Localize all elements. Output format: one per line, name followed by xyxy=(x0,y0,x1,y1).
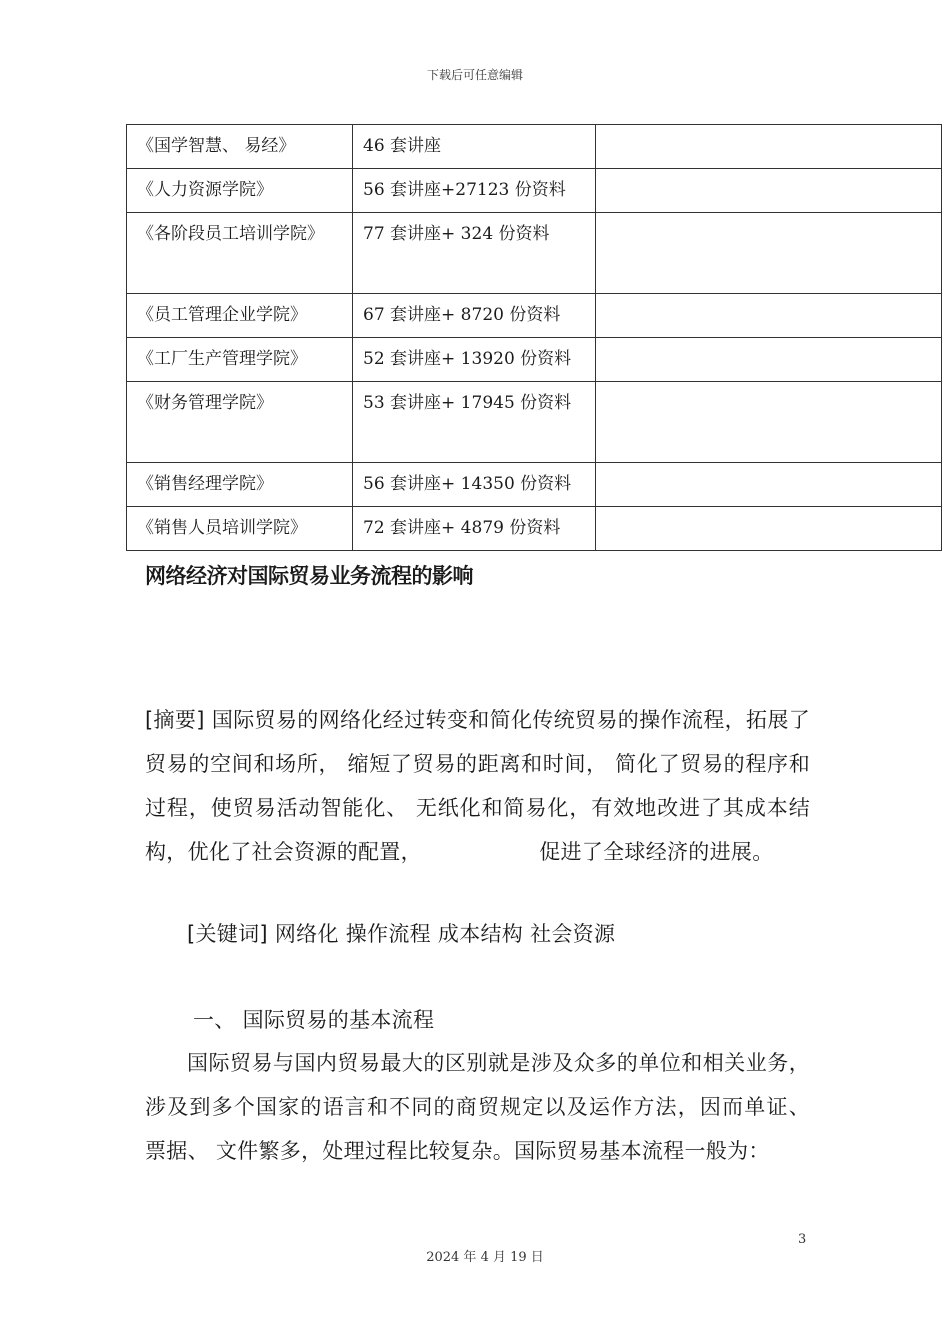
article-title: 网络经济对国际贸易业务流程的影响 xyxy=(145,564,473,588)
course-note xyxy=(596,125,942,169)
section-heading: 一、 国际贸易的基本流程 xyxy=(193,1008,435,1032)
course-name: 《财务管理学院》 xyxy=(127,382,353,463)
page-header: 下载后可任意编辑 xyxy=(426,68,523,82)
table-row xyxy=(127,294,942,338)
course-note xyxy=(596,463,942,507)
course-content: 52 套讲座+ 13920 份资料 xyxy=(353,338,596,382)
course-note xyxy=(596,338,942,382)
course-content: 53 套讲座+ 17945 份资料 xyxy=(353,382,596,463)
course-content: 46 套讲座 xyxy=(353,125,596,169)
table-row xyxy=(127,338,942,382)
course-table xyxy=(126,124,942,551)
course-name: 《销售人员培训学院》 xyxy=(127,507,353,551)
page-footer-date: 2024 年 4 月 19 日 xyxy=(426,1250,544,1265)
course-content: 56 套讲座+ 14350 份资料 xyxy=(353,463,596,507)
table-row xyxy=(127,213,942,294)
course-name: 《工厂生产管理学院》 xyxy=(127,338,353,382)
table-row xyxy=(127,382,942,463)
course-name: 《销售经理学院》 xyxy=(127,463,353,507)
course-note xyxy=(596,382,942,463)
course-content: 77 套讲座+ 324 份资料 xyxy=(353,213,596,294)
page-number: 3 xyxy=(798,1232,807,1247)
course-note xyxy=(596,507,942,551)
course-content: 67 套讲座+ 8720 份资料 xyxy=(353,294,596,338)
table-row xyxy=(127,507,942,551)
course-note xyxy=(596,169,942,213)
course-name: 《国学智慧、 易经》 xyxy=(127,125,353,169)
course-note xyxy=(596,213,942,294)
table-row xyxy=(127,125,942,169)
course-name: 《员工管理企业学院》 xyxy=(127,294,353,338)
course-name: 《各阶段员工培训学院》 xyxy=(127,213,353,294)
table-row xyxy=(127,169,942,213)
abstract-paragraph: [摘要] 国际贸易的网络化经过转变和简化传统贸易的操作流程，拓展了贸易的空间和场所， 缩短了贸易的距离和时间， 简化了贸易的程序和过程，使贸易活动智能化、 无纸化和简易化，有效地改进了其成本结构，优化了社会资源的配置， 促进了全球经济的进展。 xyxy=(145,708,810,864)
course-note xyxy=(596,294,942,338)
keywords-line: [关键词] 网络化 操作流程 成本结构 社会资源 xyxy=(187,922,616,946)
body-paragraph: 国际贸易与国内贸易最大的区别就是涉及众多的单位和相关业务，涉及到多个国家的语言和不同的商贸规定以及运作方法，因而单证、 票据、 文件繁多，处理过程比较复杂。国际贸易基本流程一般为： xyxy=(145,1051,810,1163)
table-row xyxy=(127,463,942,507)
course-content: 72 套讲座+ 4879 份资料 xyxy=(353,507,596,551)
course-name: 《人力资源学院》 xyxy=(127,169,353,213)
course-content: 56 套讲座+27123 份资料 xyxy=(353,169,596,213)
